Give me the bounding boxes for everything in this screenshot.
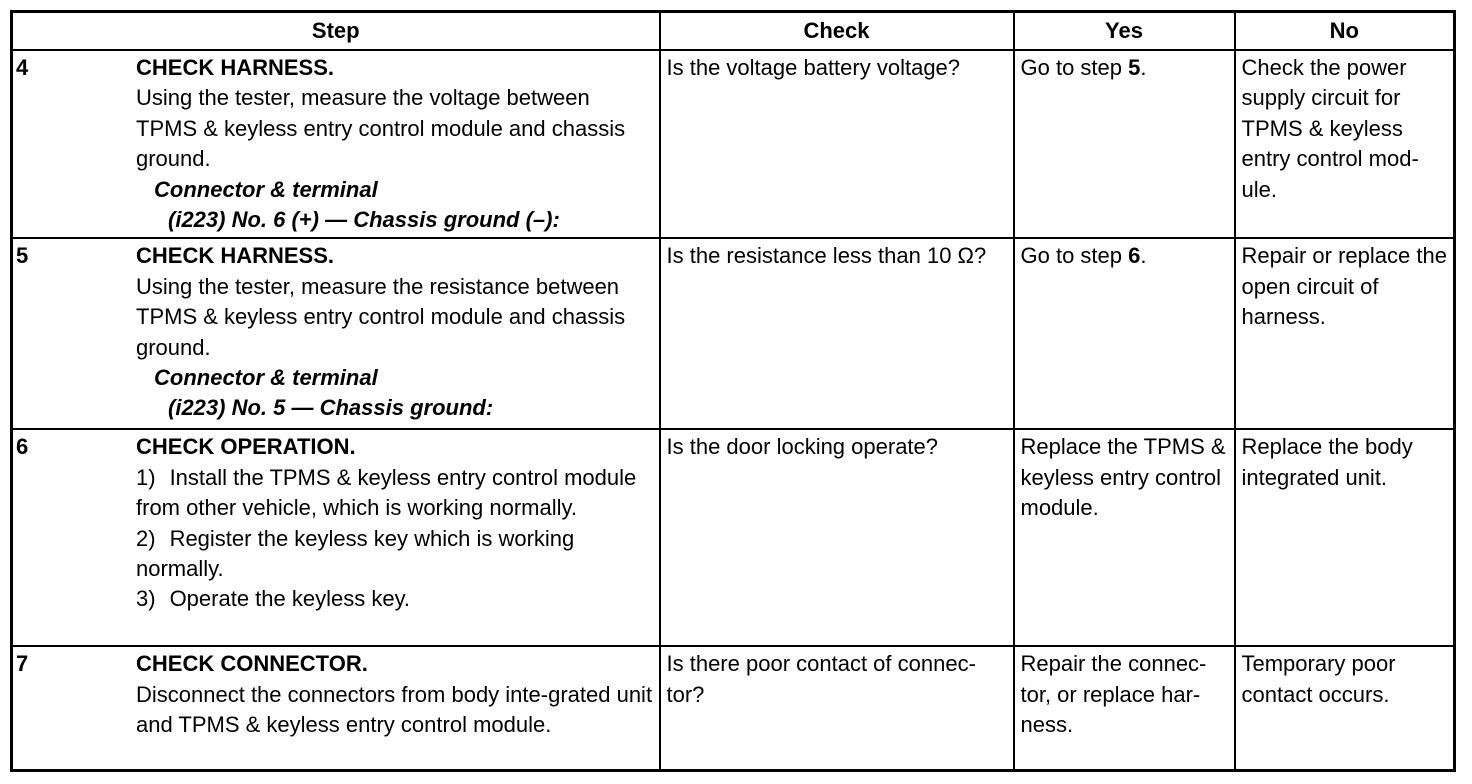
yes-step-link[interactable]: 6 <box>1128 243 1141 269</box>
step-title: CHECK CONNECTOR. <box>136 651 368 677</box>
yes-suffix: . <box>1140 55 1147 80</box>
yes-cell <box>1014 238 1235 429</box>
yes-suffix: . <box>1140 243 1147 269</box>
step-cell <box>12 429 660 646</box>
header-no: No <box>1235 12 1455 51</box>
step-number: 4 <box>16 55 29 80</box>
header-row <box>12 12 1455 51</box>
check-cell: Is the voltage battery voltage? <box>660 50 1014 238</box>
step-title: CHECK HARNESS. <box>136 243 335 269</box>
step-description: Using the tester, measure the resistance between TPMS & keyless entry control module and chassis ground. <box>136 273 626 360</box>
step-description: Using the tester, measure the voltage between TPMS & keyless entry control module and chassis ground. <box>136 85 626 172</box>
header-yes: Yes <box>1014 12 1235 51</box>
no-cell: Check the power supply circuit for TPMS & keyless entry control mod-ule. <box>1235 50 1455 238</box>
step-description: Disconnect the connectors from body inte-grated unit and TPMS & keyless entry control module. <box>136 681 653 738</box>
header-step: Step <box>12 12 660 51</box>
step-cell <box>12 238 660 429</box>
table-row <box>12 50 1455 238</box>
check-cell: Is the resistance less than 10 Ω? <box>660 238 1014 429</box>
connector-value: (i223) No. 5 — Chassis ground: <box>168 395 494 421</box>
check-cell: Is the door locking operate? <box>660 429 1014 646</box>
yes-cell: Repair the connec-tor, or replace har-ness. <box>1014 646 1235 771</box>
step-title: CHECK OPERATION. <box>136 434 356 460</box>
yes-cell <box>1014 50 1235 238</box>
step-item-3: 3) Operate the keyless key. <box>136 586 411 612</box>
step-item-1: 1) Install the TPMS & keyless entry control module from other vehicle, which is working normally. <box>136 464 637 521</box>
step-cell <box>12 646 660 771</box>
connector-value: (i223) No. 6 (+) — Chassis ground (–): <box>168 207 560 233</box>
yes-prefix: Go to step <box>1020 55 1129 80</box>
yes-cell: Replace the TPMS & keyless entry control module. <box>1014 429 1235 646</box>
step-cell <box>12 50 660 238</box>
no-cell: Replace the body integrated unit. <box>1235 429 1455 646</box>
table-row <box>12 238 1455 429</box>
yes-step-link[interactable]: 5 <box>1128 55 1141 80</box>
table-row <box>12 646 1455 771</box>
table-row <box>12 429 1455 646</box>
header-check: Check <box>660 12 1014 51</box>
step-number: 5 <box>16 243 29 269</box>
check-cell: Is there poor contact of connec-tor? <box>660 646 1014 771</box>
step-number: 7 <box>16 651 29 677</box>
step-number: 6 <box>16 434 29 460</box>
step-item-2: 2) Register the keyless key which is working normally. <box>136 525 575 582</box>
no-cell: Repair or replace the open circuit of harness. <box>1235 238 1455 429</box>
connector-label: Connector & terminal <box>154 365 378 391</box>
yes-prefix: Go to step <box>1020 243 1129 269</box>
diagnostic-table <box>10 10 1456 772</box>
no-cell: Temporary poor contact occurs. <box>1235 646 1455 771</box>
step-title: CHECK HARNESS. <box>136 55 335 80</box>
connector-label: Connector & terminal <box>154 176 378 202</box>
